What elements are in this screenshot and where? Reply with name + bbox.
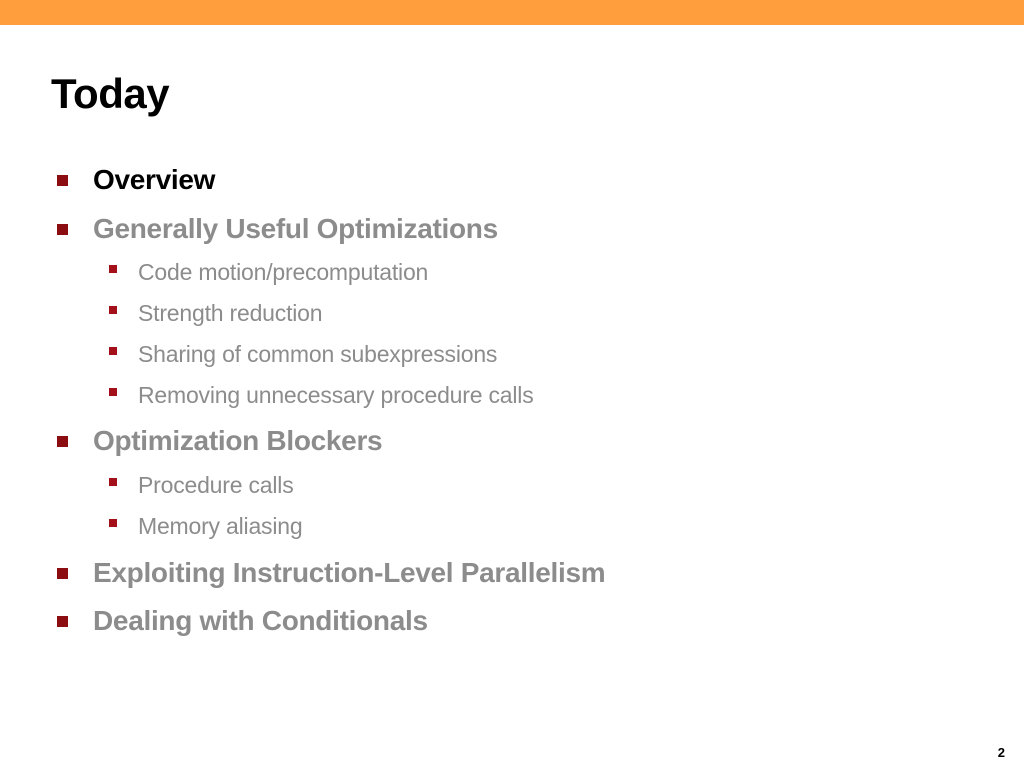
outline-item-ilp bbox=[57, 555, 605, 591]
outline-item-label: Dealing with Conditionals bbox=[93, 605, 428, 636]
square-bullet-icon bbox=[57, 224, 68, 235]
outline-item-label: Generally Useful Optimizations bbox=[93, 213, 498, 244]
square-bullet-icon bbox=[57, 568, 68, 579]
outline-subitem-label: Sharing of common subexpressions bbox=[138, 340, 498, 367]
outline-item-conditionals bbox=[57, 603, 428, 639]
outline-subitem-label: Strength reduction bbox=[138, 299, 323, 326]
outline-subitem bbox=[109, 380, 534, 410]
square-bullet-icon bbox=[57, 436, 68, 447]
outline-subitem-label: Code motion/precomputation bbox=[138, 258, 429, 285]
square-bullet-icon bbox=[109, 265, 117, 273]
outline-subitem bbox=[109, 511, 302, 541]
outline-subitem-label: Procedure calls bbox=[138, 471, 294, 498]
outline-item-general-optimizations bbox=[57, 211, 498, 247]
outline-subitem bbox=[109, 298, 322, 328]
outline-item-label: Overview bbox=[93, 164, 216, 195]
square-bullet-icon bbox=[57, 616, 68, 627]
square-bullet-icon bbox=[57, 175, 68, 186]
outline-item-label: Optimization Blockers bbox=[93, 425, 383, 456]
outline-item-label: Exploiting Instruction-Level Parallelism bbox=[93, 557, 606, 588]
square-bullet-icon bbox=[109, 347, 117, 355]
outline-item-optimization-blockers bbox=[57, 423, 382, 459]
square-bullet-icon bbox=[109, 388, 117, 396]
outline-subitem bbox=[109, 257, 428, 287]
outline-subitem bbox=[109, 470, 294, 500]
square-bullet-icon bbox=[109, 478, 117, 486]
outline-subitem bbox=[109, 339, 497, 369]
outline-subitem-label: Memory aliasing bbox=[138, 512, 303, 539]
square-bullet-icon bbox=[109, 306, 117, 314]
outline-subitem-label: Removing unnecessary procedure calls bbox=[138, 381, 534, 408]
outline-item-overview bbox=[57, 162, 215, 198]
square-bullet-icon bbox=[109, 519, 117, 527]
slide-title: Today bbox=[51, 70, 170, 117]
page-number: 2 bbox=[997, 745, 1005, 760]
